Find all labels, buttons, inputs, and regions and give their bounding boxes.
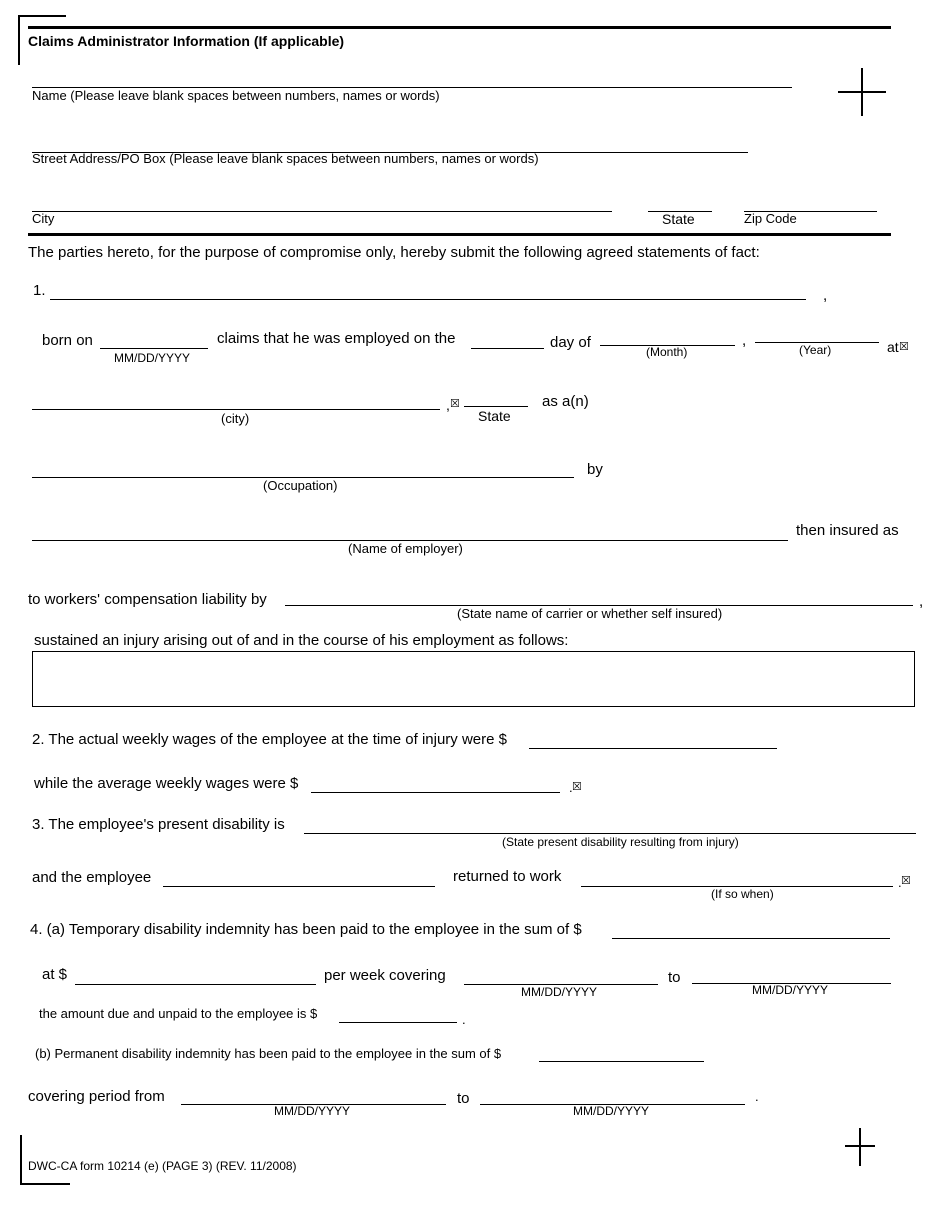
at-dollar-label: at $ (42, 966, 68, 983)
perm-to-label: to (457, 1090, 470, 1107)
temp-to-date-input[interactable] (694, 966, 888, 982)
by-label: by (587, 461, 603, 478)
perm-sum-line (539, 1061, 704, 1062)
corner-mark-bottom-left-v (20, 1135, 22, 1185)
item1-comma: , (823, 287, 828, 304)
disability-input[interactable] (306, 816, 912, 832)
temp-to-label: to (668, 969, 681, 986)
claims-admin-street-input[interactable] (34, 135, 744, 151)
disability-line (304, 833, 916, 834)
temp-sum-input[interactable] (614, 921, 887, 937)
day-input[interactable] (473, 331, 542, 347)
average-wages-checkbox-icon[interactable]: ☒ (572, 781, 582, 793)
day-line (471, 348, 544, 349)
average-wages-input[interactable] (313, 775, 557, 791)
section-divider-rule (28, 233, 891, 236)
unpaid-dot: . (462, 1012, 466, 1027)
item1-comma3: , (446, 397, 450, 413)
employment-city-line (32, 409, 440, 410)
occupation-hint: (Occupation) (263, 478, 338, 493)
employment-city-input[interactable] (34, 392, 437, 408)
claims-admin-zip-input[interactable] (746, 194, 874, 210)
temp-to-hint: MM/DD/YYYY (752, 983, 829, 997)
day-of-label: day of (550, 334, 591, 351)
dob-line (100, 348, 208, 349)
name-label: Name (Please leave blank spaces between numbers, names or words) (32, 88, 440, 103)
covering-period-label: covering period from (28, 1088, 165, 1105)
injury-description-textarea[interactable] (32, 651, 915, 707)
actual-wages-text: 2. The actual weekly wages of the employee at the time of injury were $ (32, 731, 507, 748)
year-input[interactable] (757, 325, 877, 341)
street-label: Street Address/PO Box (Please leave blank spaces between numbers, names or words) (32, 151, 539, 166)
temp-sum-line (612, 938, 890, 939)
item1-comma4: , (919, 593, 924, 610)
employment-state-input[interactable] (466, 389, 526, 405)
present-disability-text: 3. The employee's present disability is (32, 816, 285, 833)
employer-hint: (Name of employer) (348, 541, 463, 556)
temp-from-hint: MM/DD/YYYY (521, 985, 598, 999)
per-week-label: per week covering (324, 967, 446, 984)
employee-return-status-input[interactable] (165, 869, 432, 885)
year-hint: (Year) (799, 343, 832, 357)
claims-admin-city-input[interactable] (34, 194, 609, 210)
disability-hint: (State present disability resulting from injury) (502, 835, 739, 849)
corner-mark-bottom-left-h (20, 1183, 70, 1185)
corner-mark-top-left-v (18, 15, 20, 65)
header-top-rule (28, 26, 891, 29)
month-hint: (Month) (646, 345, 688, 359)
city-hint: (city) (221, 411, 250, 426)
perm-to-date-input[interactable] (482, 1087, 742, 1103)
perm-to-hint: MM/DD/YYYY (573, 1104, 650, 1118)
perm-from-hint: MM/DD/YYYY (274, 1104, 351, 1118)
perm-sum-input[interactable] (541, 1044, 701, 1060)
crosshair-bottom-right-v (859, 1128, 861, 1166)
average-wages-line (311, 792, 560, 793)
city-label: City (32, 211, 55, 226)
temp-from-date-input[interactable] (466, 967, 655, 983)
actual-wages-input[interactable] (531, 731, 774, 747)
state-label: State (662, 211, 695, 227)
weekly-rate-input[interactable] (77, 967, 313, 983)
city-checkbox-icon[interactable]: ☒ (450, 398, 460, 410)
corner-mark-top-left-h (18, 15, 66, 17)
injury-text: sustained an injury arising out of and in the course of his employment as follows: (34, 632, 569, 649)
wc-liability-text: to workers' compensation liability by (28, 591, 267, 608)
unpaid-amount-input[interactable] (341, 1005, 454, 1021)
section-header: Claims Administrator Information (If applicable) (28, 33, 345, 49)
returned-to-work-label: returned to work (453, 868, 562, 885)
employer-input[interactable] (34, 523, 784, 539)
and-employee-label: and the employee (32, 869, 152, 886)
zip-label: Zip Code (744, 211, 797, 226)
born-on-label: born on (42, 332, 93, 349)
intro-text: The parties hereto, for the purpose of compromise only, hereby submit the following agreed statements of fact: (28, 244, 760, 261)
unpaid-text: the amount due and unpaid to the employee is $ (39, 1006, 318, 1021)
unpaid-line (339, 1022, 457, 1023)
perm-from-date-input[interactable] (183, 1087, 443, 1103)
perm-dot: . (755, 1089, 759, 1104)
item1-comma2: , (742, 332, 747, 349)
form-footer: DWC-CA form 10214 (e) (PAGE 3) (REV. 11/2008) (28, 1159, 297, 1173)
then-insured-label: then insured as (796, 522, 899, 539)
state-hint: State (478, 408, 511, 424)
temp-disability-text: 4. (a) Temporary disability indemnity has been paid to the employee in the sum of $ (30, 921, 582, 938)
month-input[interactable] (602, 328, 732, 344)
occupation-input[interactable] (34, 460, 571, 476)
return-checkbox-icon[interactable]: ☒ (901, 875, 911, 887)
crosshair-top-right-v (861, 68, 863, 116)
perm-disability-text: (b) Permanent disability indemnity has been paid to the employee in the sum of $ (35, 1046, 502, 1061)
claims-admin-state-input[interactable] (650, 194, 710, 210)
at-checkbox-icon[interactable]: ☒ (899, 341, 909, 353)
employment-state-line (464, 406, 528, 407)
actual-wages-line (529, 748, 777, 749)
at-label: at (887, 339, 899, 355)
dob-input[interactable] (102, 331, 206, 347)
item1-number: 1. (33, 282, 46, 299)
employee-return-line (163, 886, 435, 887)
carrier-hint: (State name of carrier or whether self insured) (457, 606, 723, 621)
when-hint: (If so when) (711, 887, 774, 901)
claims-admin-name-input[interactable] (34, 70, 789, 86)
carrier-input[interactable] (287, 588, 909, 604)
return-dot: . (898, 875, 902, 890)
employee-name-input[interactable] (52, 282, 802, 298)
claims-employed-text: claims that he was employed on the (217, 330, 456, 347)
average-wages-dot: . (569, 780, 573, 795)
return-date-input[interactable] (583, 869, 890, 885)
weekly-rate-line (75, 984, 316, 985)
average-wages-text: while the average weekly wages were $ (34, 775, 299, 792)
city-line (32, 211, 612, 212)
as-an-label: as a(n) (542, 393, 589, 410)
employee-name-line (50, 299, 806, 300)
dob-hint: MM/DD/YYYY (114, 351, 191, 365)
